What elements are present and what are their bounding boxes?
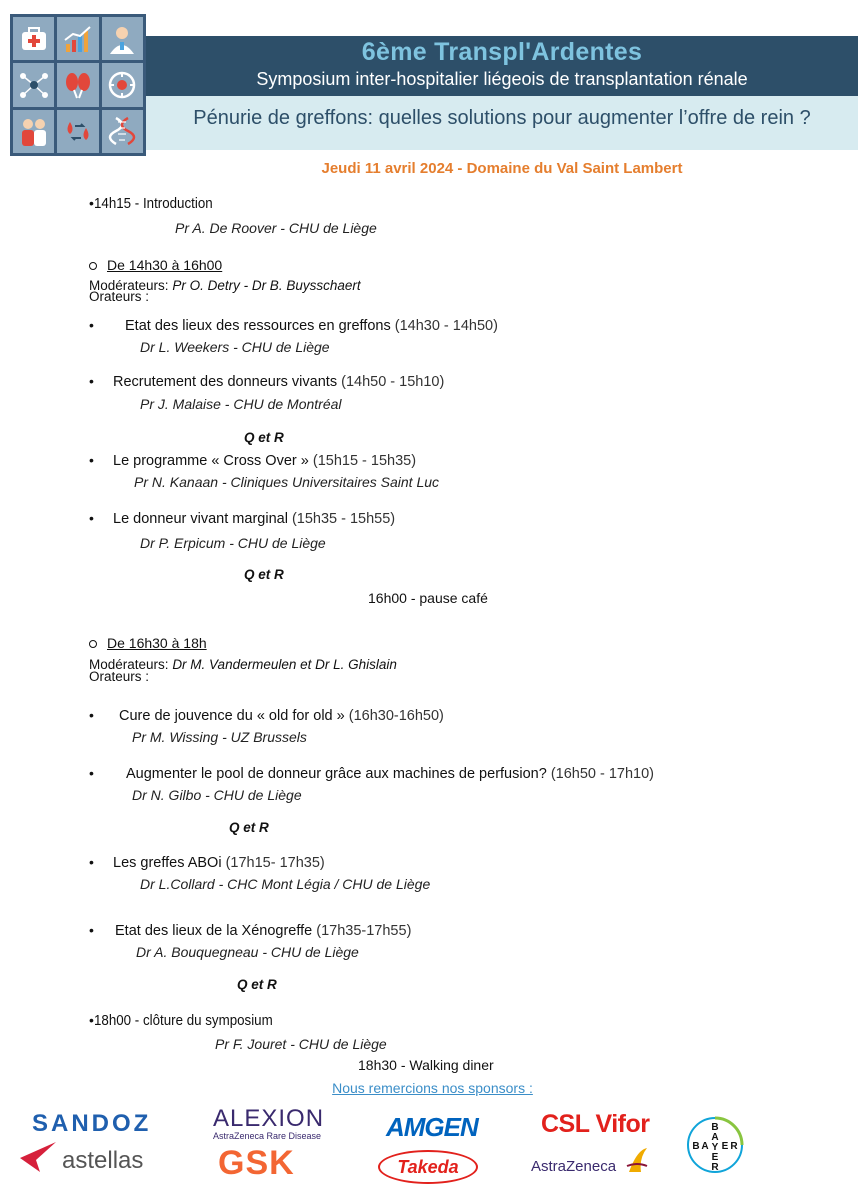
- intro-item: [89, 195, 223, 212]
- svg-text:R: R: [730, 1141, 738, 1152]
- talk-speaker: Pr N. Kanaan - Cliniques Universitaires Saint Luc: [134, 474, 440, 490]
- blood-exchange-icon: [57, 110, 98, 153]
- talk-title: Recrutement des donneurs vivants: [113, 374, 338, 390]
- talk-time: (14h50 - 15h10): [341, 374, 445, 390]
- talk-title: Le programme « Cross Over »: [113, 453, 309, 469]
- talk-item: [89, 765, 654, 782]
- bullet: •: [89, 452, 94, 468]
- circle-bullet-icon: [89, 640, 97, 648]
- qa-label: Q et R: [229, 820, 269, 835]
- talk-item: [89, 373, 444, 390]
- bayer-logo: [686, 1116, 744, 1174]
- talk-time: (16h30-16h50): [348, 708, 444, 724]
- svg-text:A: A: [701, 1141, 709, 1152]
- session2-heading: [89, 635, 207, 651]
- session2-heading-text: De 16h30 à 18h: [107, 635, 207, 651]
- csl-vifor-logo: CSL Vifor: [541, 1110, 650, 1138]
- bullet: •: [89, 765, 94, 781]
- talk-speaker: Pr J. Malaise - CHU de Montréal: [140, 396, 342, 412]
- moderators-names: Pr O. Detry - Dr B. Buysschaert: [172, 278, 361, 293]
- talk-title: Le donneur vivant marginal: [113, 511, 288, 527]
- talk-item: [89, 510, 395, 527]
- closing-item: [89, 1012, 288, 1029]
- event-subtitle: Symposium inter-hospitalier liégeois de transplantation rénale: [256, 69, 748, 89]
- talk-item: [89, 707, 444, 724]
- kidneys-icon: [57, 63, 98, 106]
- svg-text:B: B: [692, 1141, 700, 1152]
- svg-text:E: E: [711, 1152, 719, 1163]
- event-title: 6ème Transpl'Ardentes: [361, 38, 643, 66]
- talk-time: (14h30 - 14h50): [394, 318, 498, 334]
- astrazeneca-symbol-icon: [625, 1146, 649, 1174]
- alexion-subtitle: AstraZeneca Rare Disease: [213, 1131, 322, 1141]
- amgen-logo: AMGEN: [386, 1112, 478, 1142]
- bullet: •: [89, 317, 94, 333]
- qa-label: Q et R: [244, 430, 284, 445]
- walking-diner: 18h30 - Walking diner: [358, 1057, 494, 1073]
- gsk-logo: GSK: [218, 1144, 295, 1182]
- talk-speaker: Pr M. Wissing - UZ Brussels: [132, 729, 307, 745]
- patients-icon: [13, 110, 54, 153]
- bullet: •: [89, 854, 94, 870]
- talk-time: (15h35 - 15h55): [291, 511, 396, 527]
- bullet: •: [89, 510, 94, 526]
- bullet: •: [89, 922, 94, 938]
- talk-title: Etat des lieux des ressources en greffons: [125, 318, 391, 334]
- moderators-names: Dr M. Vandermeulen et Dr L. Ghislain: [172, 657, 397, 672]
- talk-speaker: Dr L. Weekers - CHU de Liège: [140, 339, 330, 355]
- session1-speakers-label: Orateurs :: [89, 289, 150, 304]
- sandoz-logo: SANDOZ: [32, 1110, 152, 1137]
- talk-item: [89, 854, 325, 871]
- bullet: •: [89, 195, 94, 211]
- talk-time: (17h35-17h55): [316, 923, 412, 939]
- intro-speaker: Pr A. De Roover - CHU de Liège: [175, 220, 377, 236]
- svg-text:A: A: [711, 1132, 719, 1143]
- astellas-logo: astellas: [62, 1147, 144, 1174]
- alexion-logo: ALEXION: [213, 1105, 325, 1132]
- perfusion-machine-icon: [102, 63, 143, 106]
- doctor-icon: [102, 17, 143, 60]
- session1-heading-text: De 14h30 à 16h00: [107, 257, 223, 273]
- svg-text:Y: Y: [711, 1142, 719, 1153]
- talk-title: Augmenter le pool de donneur grâce aux machines de perfusion?: [126, 766, 547, 782]
- dna-icon: [102, 110, 143, 153]
- header-icon-grid: [10, 14, 146, 156]
- talk-item: [89, 452, 416, 469]
- talk-item: [89, 317, 498, 334]
- qa-label: Q et R: [237, 977, 277, 992]
- svg-text:B: B: [711, 1122, 719, 1133]
- sponsors-thanks: Nous remercions nos sponsors :: [332, 1080, 533, 1096]
- talk-time: (16h50 - 17h10): [550, 766, 654, 782]
- talk-title: Cure de jouvence du « old for old »: [119, 708, 345, 724]
- talk-speaker: Dr L.Collard - CHC Mont Légia / CHU de Liège: [140, 876, 431, 892]
- talk-speaker: Dr P. Erpicum - CHU de Liège: [140, 535, 326, 551]
- molecule-network-icon: [13, 63, 54, 106]
- event-theme: Pénurie de greffons: quelles solutions pour augmenter l’offre de rein ?: [193, 107, 811, 129]
- bullet: •: [89, 707, 94, 723]
- talk-title: Les greffes ABOi: [113, 855, 222, 871]
- talk-speaker: Dr N. Gilbo - CHU de Liège: [132, 787, 302, 803]
- talk-time: (17h15- 17h35): [225, 855, 325, 871]
- talk-speaker: Dr A. Bouquegneau - CHU de Liège: [136, 944, 359, 960]
- bullet: •: [89, 1012, 94, 1028]
- coffee-break: 16h00 - pause café: [368, 590, 488, 606]
- qa-label: Q et R: [244, 567, 284, 582]
- circle-bullet-icon: [89, 262, 97, 270]
- takeda-logo-frame: [378, 1150, 478, 1184]
- talk-item: [89, 922, 411, 939]
- astellas-swoosh-icon: [18, 1140, 58, 1174]
- moderators-label: Modérateurs:: [89, 657, 169, 672]
- session2-speakers-label: Orateurs :: [89, 669, 150, 684]
- bullet: •: [89, 373, 94, 389]
- event-date-place: Jeudi 11 avril 2024 - Domaine du Val Saint Lambert: [321, 160, 683, 177]
- talk-title: Etat des lieux de la Xénogreffe: [115, 923, 313, 939]
- talk-time: (15h15 - 15h35): [312, 453, 417, 469]
- takeda-logo: Takeda: [397, 1156, 459, 1177]
- intro-title: 14h15 - Introduction: [93, 196, 213, 212]
- moderators-label: Modérateurs:: [89, 278, 169, 293]
- svg-text:R: R: [711, 1162, 719, 1173]
- medical-kit-icon: [13, 17, 54, 60]
- closing-title: 18h00 - clôture du symposium: [93, 1013, 273, 1029]
- growth-chart-icon: [57, 17, 98, 60]
- session1-heading: [89, 257, 222, 273]
- closing-speaker: Pr F. Jouret - CHU de Liège: [215, 1036, 387, 1052]
- svg-text:E: E: [721, 1141, 729, 1152]
- astrazeneca-logo: AstraZeneca: [531, 1158, 617, 1175]
